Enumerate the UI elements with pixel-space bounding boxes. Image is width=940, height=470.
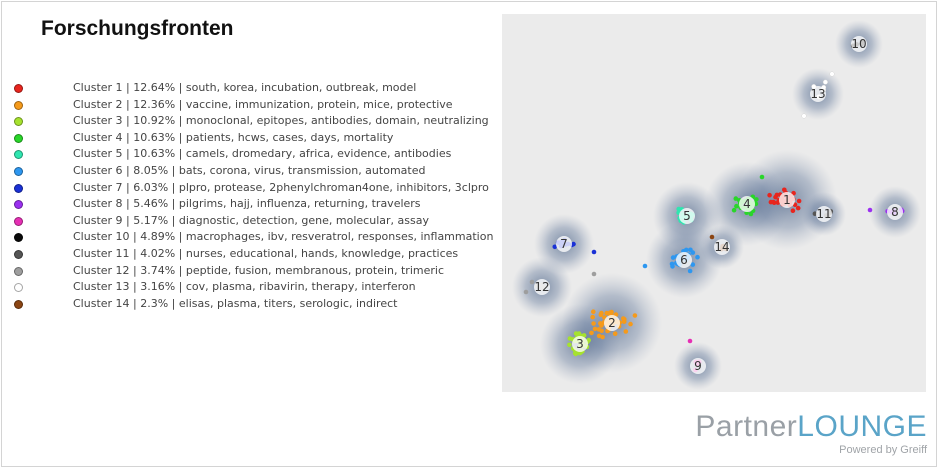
cluster-point: [624, 329, 629, 334]
cluster-number-label: 11: [816, 207, 832, 221]
legend-marker: [14, 134, 23, 143]
legend-marker: [14, 167, 23, 176]
cluster-number-label: 14: [714, 240, 730, 254]
cluster-point: [684, 248, 689, 253]
cluster-number-label: 9: [694, 359, 702, 373]
cluster-number-label: 13: [810, 87, 826, 101]
cluster-marker[interactable]: [690, 358, 706, 374]
cluster-point: [695, 255, 700, 260]
cluster-point: [767, 193, 772, 198]
brand-name-part1: Partner: [695, 410, 798, 443]
cluster-point: [599, 329, 604, 334]
cluster-point: [671, 255, 676, 260]
legend-label: Cluster 11 | 4.02% | nurses, educational, hands, knowledge, practices: [73, 246, 459, 260]
legend-label: Cluster 8 | 5.46% | pilgrims, hajj, influenza, returning, travelers: [73, 197, 421, 211]
cluster-point: [796, 206, 801, 211]
cluster-point: [592, 272, 597, 277]
cluster-marker[interactable]: [739, 196, 755, 212]
cluster-point: [524, 290, 529, 295]
cluster-point: [734, 204, 739, 209]
cluster-number-label: 10: [851, 37, 867, 51]
cluster-marker[interactable]: [816, 206, 832, 222]
cluster-map-svg: [502, 14, 926, 392]
cluster-marker[interactable]: [714, 239, 730, 255]
brand-logo: [695, 410, 927, 456]
cluster-point: [688, 339, 693, 344]
cluster-point: [688, 248, 693, 253]
cluster-point: [732, 208, 737, 213]
legend-label: Cluster 6 | 8.05% | bats, corona, virus, transmission, automated: [73, 163, 426, 177]
cluster-point: [633, 313, 638, 318]
cluster-point: [734, 196, 739, 201]
cluster-point: [823, 80, 828, 85]
cluster-point: [868, 208, 873, 213]
legend-label: Cluster 1 | 12.64% | south, korea, incubation, outbreak, model: [73, 81, 417, 94]
cluster-point: [592, 250, 597, 255]
cluster-point: [769, 200, 774, 205]
cluster-map: [502, 14, 926, 392]
cluster-marker[interactable]: [534, 279, 550, 295]
legend-label: Cluster 12 | 3.74% | peptide, fusion, membranous, protein, trimeric: [73, 263, 444, 277]
cluster-marker[interactable]: [810, 86, 826, 102]
cluster-point: [591, 321, 596, 326]
cluster-marker[interactable]: [779, 192, 795, 208]
cluster-point: [621, 316, 626, 321]
cluster-number-label: 1: [783, 193, 791, 207]
cluster-point: [830, 72, 835, 77]
cluster-number-label: 4: [743, 197, 751, 211]
legend-label: Cluster 14 | 2.3% | elisas, plasma, titers, serologic, indirect: [73, 296, 398, 310]
cluster-number-label: 3: [576, 337, 584, 351]
cluster-marker[interactable]: [887, 204, 903, 220]
brand-name-part2: LOUNGE: [797, 410, 927, 443]
cluster-point: [802, 114, 807, 119]
cluster-point: [599, 312, 604, 317]
cluster-number-label: 8: [891, 205, 899, 219]
cluster-marker[interactable]: [676, 252, 692, 268]
cluster-marker[interactable]: [679, 208, 695, 224]
cluster-marker[interactable]: [851, 36, 867, 52]
cluster-point: [593, 327, 598, 332]
cluster-point: [589, 331, 594, 336]
cluster-point: [613, 331, 618, 336]
legend-label: Cluster 5 | 10.63% | camels, dromedary, africa, evidence, antibodies: [73, 147, 452, 161]
legend-label: Cluster 10 | 4.89% | macrophages, ibv, resveratrol, responses, inflammation: [73, 230, 494, 244]
cluster-point: [797, 199, 802, 204]
cluster-number-label: 12: [534, 280, 550, 294]
cluster-point: [760, 175, 765, 180]
cluster-point: [791, 208, 796, 213]
cluster-number-label: 6: [680, 253, 688, 267]
legend-label: Cluster 3 | 10.92% | monoclonal, epitopes, antibodies, domain, neutralizing: [73, 114, 489, 128]
legend-label: Cluster 13 | 3.16% | cov, plasma, ribavirin, therapy, interferon: [73, 280, 416, 294]
cluster-point: [628, 322, 633, 327]
cluster-marker[interactable]: [604, 315, 620, 331]
cluster-point: [643, 264, 648, 269]
cluster-number-label: 7: [560, 237, 568, 251]
legend-marker: [14, 217, 23, 226]
legend-marker: [14, 267, 23, 276]
cluster-marker[interactable]: [572, 336, 588, 352]
page-title: Forschungsfronten: [41, 17, 234, 40]
legend-label: Cluster 4 | 10.63% | patients, hcws, cases, days, mortality: [73, 130, 394, 144]
legend-label: Cluster 7 | 6.03% | plpro, protease, 2phenylchroman4one, inhibitors, 3clpro: [73, 180, 489, 194]
cluster-point: [591, 309, 596, 314]
legend-marker: [14, 101, 23, 110]
legend-marker: [14, 184, 23, 193]
legend-label: Cluster 9 | 5.17% | diagnostic, detection, gene, molecular, assay: [73, 213, 429, 227]
legend-label: Cluster 2 | 12.36% | vaccine, immunization, protein, mice, protective: [73, 97, 453, 111]
legend-marker: [14, 250, 23, 259]
brand-tagline: Powered by Greiff: [839, 444, 927, 456]
cluster-point: [567, 343, 572, 348]
cluster-point: [710, 235, 715, 240]
cluster-point: [688, 269, 693, 274]
cluster-point: [600, 335, 605, 340]
cluster-number-label: 2: [608, 316, 616, 330]
cluster-point: [670, 264, 675, 269]
legend-marker: [14, 300, 23, 309]
cluster-point: [598, 321, 603, 326]
cluster-number-label: 5: [683, 209, 691, 223]
legend-marker: [14, 84, 23, 93]
cluster-point: [773, 195, 778, 200]
cluster-point: [590, 315, 595, 320]
cluster-marker[interactable]: [556, 236, 572, 252]
